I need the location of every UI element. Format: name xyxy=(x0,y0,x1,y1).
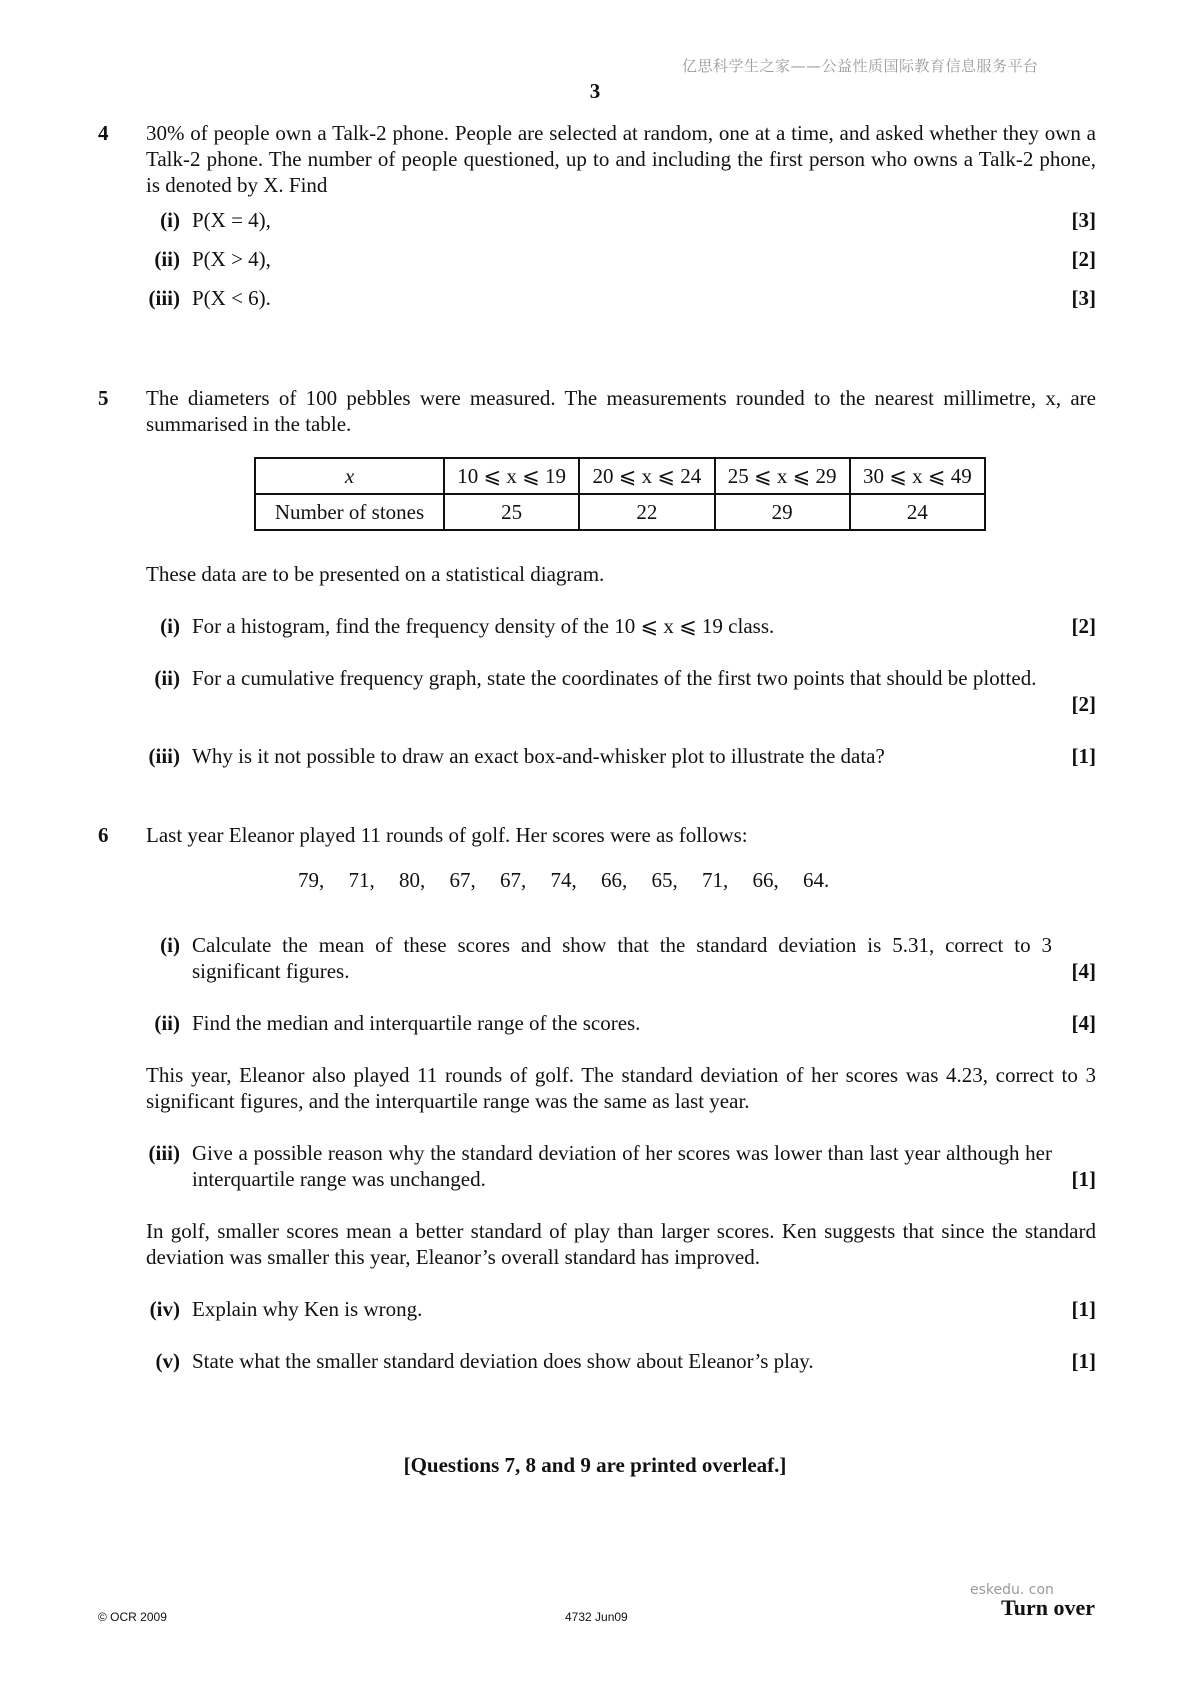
part-label: (iii) xyxy=(148,744,180,768)
part-mark: [2] xyxy=(1071,247,1096,271)
part-label: (ii) xyxy=(154,247,180,271)
table-cell: 30 ⩽ x ⩽ 49 xyxy=(850,458,985,494)
score-value: 71, xyxy=(702,868,729,892)
part-mark: [4] xyxy=(1071,1011,1096,1035)
question-6-number: 6 xyxy=(98,823,109,847)
table-cell: Number of stones xyxy=(255,494,444,530)
score-value: 71, xyxy=(348,868,375,892)
part-label: (ii) xyxy=(154,666,180,690)
score-value: 66, xyxy=(601,868,628,892)
table-row xyxy=(255,494,985,530)
part-label: (i) xyxy=(160,933,180,957)
score-value: 65, xyxy=(651,868,678,892)
footer-copyright: © OCR 2009 xyxy=(98,1610,167,1624)
scores-list xyxy=(298,867,848,893)
turn-over-label: Turn over xyxy=(1001,1595,1095,1620)
table-cell: 25 xyxy=(444,494,579,530)
part-label: (iv) xyxy=(149,1297,180,1321)
part-text: Explain why Ken is wrong. xyxy=(192,1297,423,1321)
part-text: For a cumulative frequency graph, state the coordinates of the first two points that should be plotted. xyxy=(192,666,1037,690)
part-label: (ii) xyxy=(154,1011,180,1035)
header-watermark: 亿思科学生之家——公益性质国际教育信息服务平台 xyxy=(682,57,1039,75)
score-value: 67, xyxy=(449,868,476,892)
part-label: (i) xyxy=(160,208,180,232)
score-value: 64. xyxy=(803,868,830,892)
question-4-intro: 30% of people own a Talk-2 phone. People are selected at random, one at a time, and asked whether they own a Talk-2 phone. The number of people questioned, up to and including the first person who owns a Talk-2 phone, is denoted by X. Find xyxy=(146,121,1096,197)
score-value: 80, xyxy=(399,868,426,892)
part-text: Find the median and interquartile range of the scores. xyxy=(192,1011,641,1035)
part-text: Why is it not possible to draw an exact box-and-whisker plot to illustrate the data? xyxy=(192,744,885,768)
table-cell: 29 xyxy=(715,494,850,530)
score-value: 66, xyxy=(752,868,779,892)
part-label: (v) xyxy=(155,1349,180,1373)
part-mark: [1] xyxy=(1071,744,1096,768)
question-6-paragraph-3: In golf, smaller scores mean a better standard of play than larger scores. Ken suggests that since the standard deviation was smaller this year, Eleanor’s overall standard has improved. xyxy=(146,1219,1096,1269)
question-5-number: 5 xyxy=(98,386,109,410)
part-mark: [1] xyxy=(1071,1349,1096,1373)
part-label: (iii) xyxy=(148,286,180,310)
question-5-intro: The diameters of 100 pebbles were measured. The measurements rounded to the nearest millimetre, x, are summarised in the table. xyxy=(146,386,1096,436)
part-mark: [1] xyxy=(1071,1297,1096,1321)
score-value: 79, xyxy=(298,868,325,892)
part-text: Calculate the mean of these scores and show that the standard deviation is 5.31, correct to 3 significant figures. xyxy=(192,933,1052,983)
question-5-after-table: These data are to be presented on a statistical diagram. xyxy=(146,562,605,586)
part-text: P(X = 4), xyxy=(192,208,271,232)
part-mark: [2] xyxy=(1071,614,1096,638)
table-cell: 10 ⩽ x ⩽ 19 xyxy=(444,458,579,494)
pebble-table xyxy=(254,457,986,531)
question-6-paragraph-2: This year, Eleanor also played 11 rounds of golf. The standard deviation of her scores was 4.23, correct to 3 significant figures, and the interquartile range was the same as last year. xyxy=(146,1063,1096,1113)
question-6-intro: Last year Eleanor played 11 rounds of golf. Her scores were as follows: xyxy=(146,823,748,847)
part-text: For a histogram, find the frequency density of the 10 ⩽ x ⩽ 19 class. xyxy=(192,614,775,638)
footer-watermark: eskedu. con xyxy=(970,1582,1054,1598)
table-cell: x xyxy=(255,458,444,494)
part-mark: [2] xyxy=(1071,692,1096,716)
page-number: 3 xyxy=(589,79,601,103)
score-value: 74, xyxy=(550,868,577,892)
table-cell: 25 ⩽ x ⩽ 29 xyxy=(715,458,850,494)
part-text: Give a possible reason why the standard deviation of her scores was lower than last year although her interquartile range was unchanged. xyxy=(192,1141,1052,1191)
part-text: State what the smaller standard deviation does show about Eleanor’s play. xyxy=(192,1349,814,1373)
score-value: 67, xyxy=(500,868,527,892)
part-mark: [1] xyxy=(1071,1167,1096,1191)
part-label: (i) xyxy=(160,614,180,638)
part-text: P(X < 6). xyxy=(192,286,271,310)
table-cell: 20 ⩽ x ⩽ 24 xyxy=(579,458,714,494)
table-cell: 22 xyxy=(579,494,714,530)
table-header-row xyxy=(255,458,985,494)
part-label: (iii) xyxy=(148,1141,180,1165)
part-mark: [3] xyxy=(1071,208,1096,232)
part-text: P(X > 4), xyxy=(192,247,271,271)
table-cell: 24 xyxy=(850,494,985,530)
question-4-number: 4 xyxy=(98,121,109,145)
footer-code: 4732 Jun09 xyxy=(565,1610,628,1624)
overleaf-note: [Questions 7, 8 and 9 are printed overleaf.] xyxy=(403,1453,787,1477)
part-mark: [4] xyxy=(1071,959,1096,983)
part-mark: [3] xyxy=(1071,286,1096,310)
